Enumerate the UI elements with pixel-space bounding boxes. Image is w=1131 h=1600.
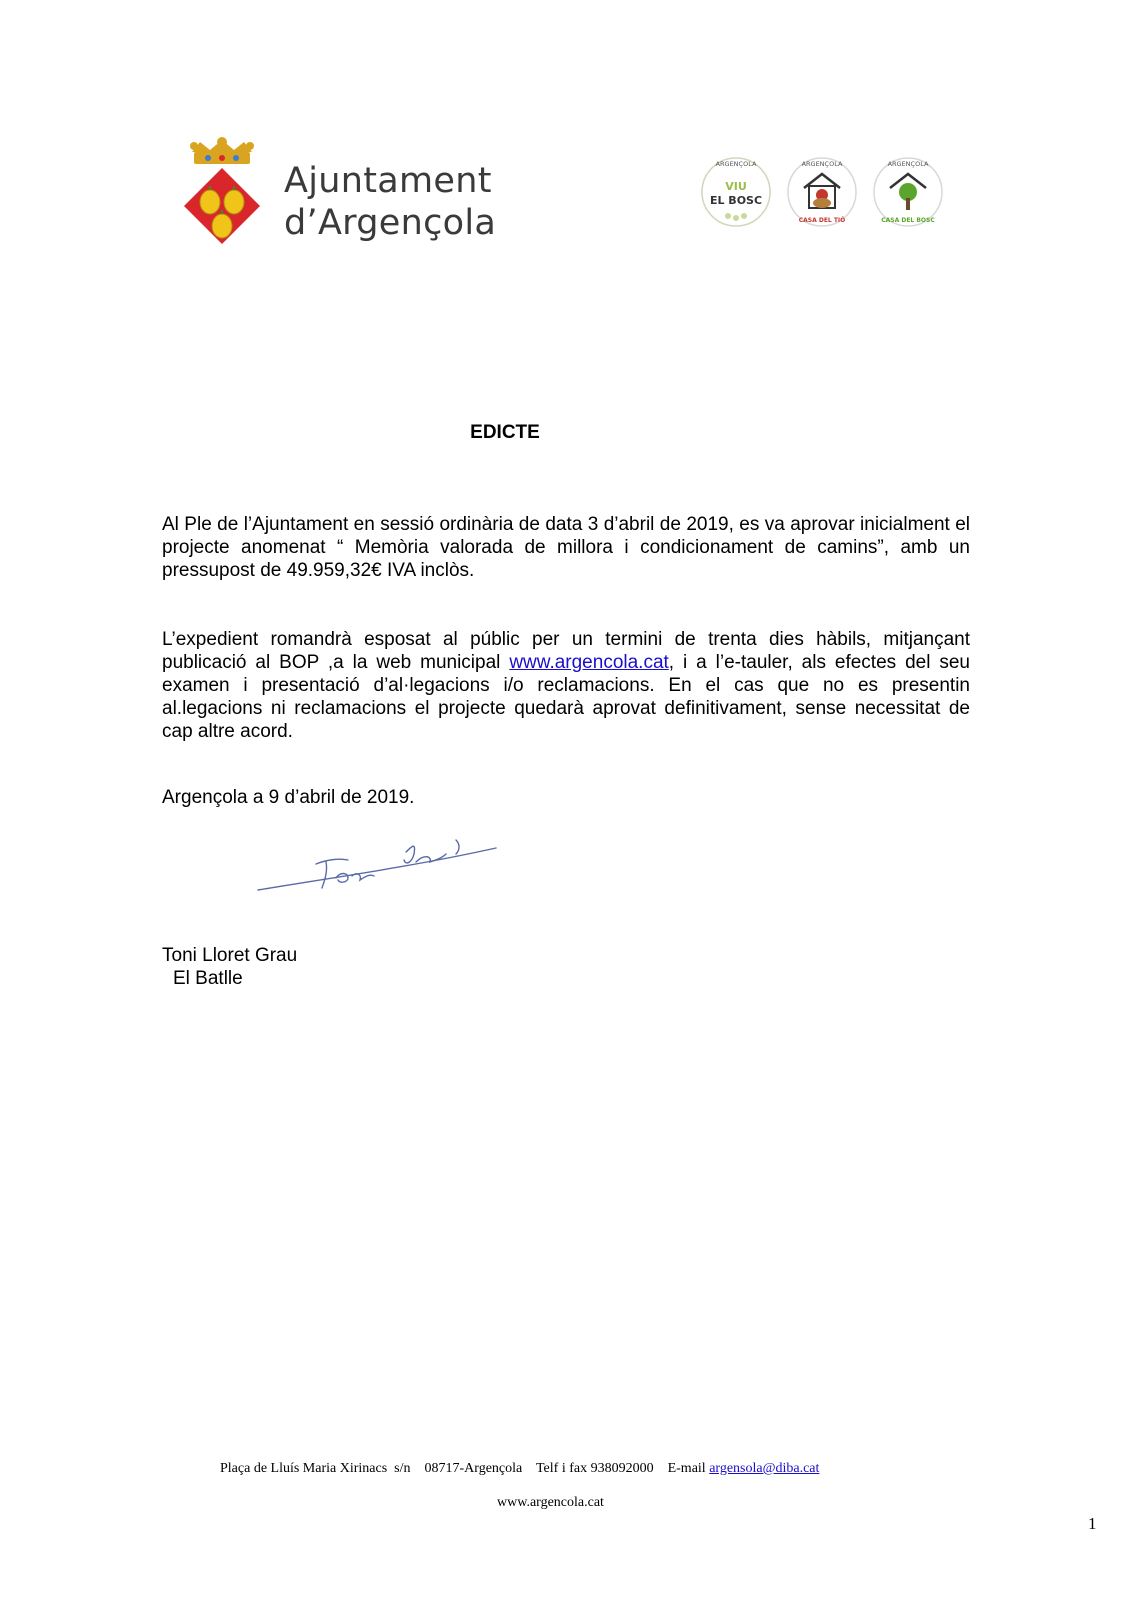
paragraph-exhibition	[162, 628, 970, 743]
brand-line-1: Ajuntament	[284, 161, 492, 201]
badge-1-arc: ARGENÇOLA	[715, 160, 757, 168]
document-date: Argençola a 9 d’abril de 2019.	[162, 787, 415, 808]
paragraph-approval: Al Ple de l’Ajuntament en sessió ordinària de data 3 d’abril de 2019, es va aprovar inicialment el projecte anomenat “ Memòria valorada de millora i condicionament de camins”, amb un pressupost de 49.959,32€ IVA inclòs.	[162, 514, 970, 581]
paragraph-exhibition-text-2: , i a l’e-tauler, als efectes del seu examen i presentació d’al·legacions i/o reclamacions. En el cas que no es presentin al.legacions ni reclamacions el projecte quedarà aprovat definitivament, sense necessitat de cap altre acord.	[162, 652, 970, 742]
badge-2-arc: ARGENÇOLA	[801, 160, 843, 168]
viu-el-bosc-badge-icon	[698, 152, 774, 232]
footer-postal: 08717-Argençola	[424, 1461, 523, 1476]
municipal-crest-icon	[180, 136, 264, 248]
badge-1-line2: EL BOSC	[709, 194, 763, 207]
program-badges	[698, 152, 948, 242]
footer-email-link[interactable]: argensola@diba.cat	[709, 1461, 820, 1476]
casa-del-tio-badge-icon	[784, 152, 860, 232]
brand-line-2: d’Argençola	[284, 203, 497, 243]
badge-2-footer: CASA DEL TIÓ	[798, 217, 846, 224]
municipal-website-link[interactable]: www.argencola.cat	[509, 652, 669, 673]
badge-3-footer: CASA DEL BOSC	[881, 217, 935, 224]
footer-contact-line	[220, 1461, 819, 1477]
letterhead	[180, 136, 960, 256]
casa-del-bosc-badge-icon	[870, 152, 946, 232]
document-title: EDICTE	[470, 422, 540, 443]
signer-role: El Batlle	[173, 968, 243, 989]
signer-name: Toni Lloret Grau	[162, 945, 298, 966]
municipality-name	[284, 160, 496, 244]
footer-address: Plaça de Lluís Maria Xirinacs s/n	[220, 1461, 411, 1476]
badge-1-line1: VIU	[725, 180, 747, 193]
footer-website: www.argencola.cat	[497, 1495, 604, 1510]
page-number: 1	[1088, 1514, 1097, 1533]
mayor-signature-icon	[256, 832, 516, 912]
signer-block	[162, 944, 297, 990]
badge-3-arc: ARGENÇOLA	[887, 160, 929, 168]
footer-phone: Telf i fax 938092000	[535, 1461, 654, 1476]
paragraph-exhibition-text-1: L’expedient romandrà esposat al públic per un termini de trenta dies hàbils, mitjançant publicació al BOP ,a la web municipal	[162, 629, 970, 673]
footer-email-label: E-mail	[667, 1461, 710, 1476]
